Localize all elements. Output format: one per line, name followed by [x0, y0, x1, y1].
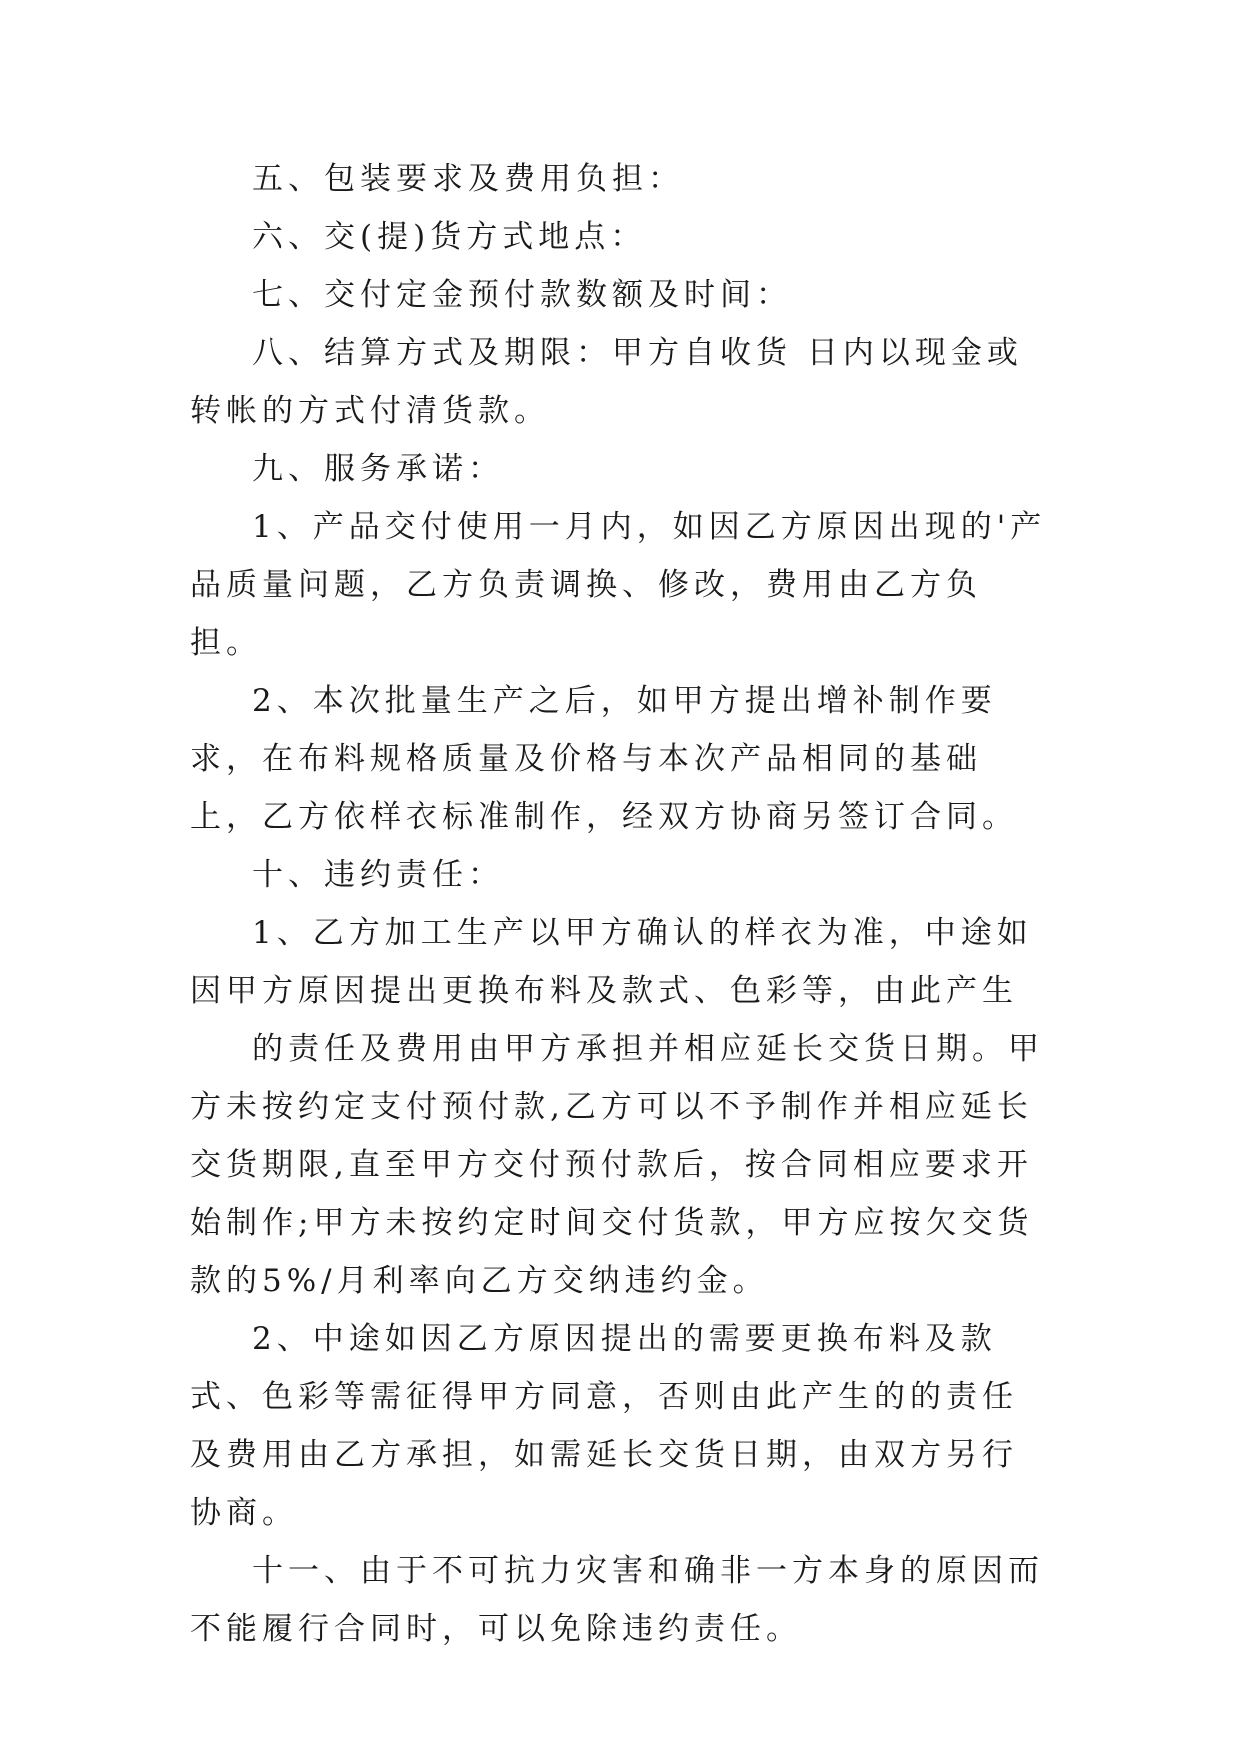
clause-11-force-majeure: 十一、由于不可抗力灾害和确非一方本身的原因而不能履行合同时，可以免除违约责任。 [190, 1553, 1044, 1647]
clause-9-service: 九、服务承诺： [252, 451, 504, 487]
clause-10-item-1-continued: 的责任及费用由甲方承担并相应延长交货日期。甲方未按约定支付预付款,乙方可以不予制作并相应延长交货期限,直至甲方交付预付款后，按合同相应要求开始制作;甲方未按约定时间交付货款，甲方应按欠交货款的5%/月利率向乙方交纳违约金。 [190, 1031, 1044, 1299]
clause-6-delivery: 六、交(提)货方式地点： [252, 219, 647, 255]
clause-10-liability: 十、违约责任： [252, 857, 504, 893]
clause-7-deposit: 七、交付定金预付款数额及时间： [252, 277, 792, 313]
document-body [190, 150, 1050, 1658]
clause-10-item-2: 2、中途如因乙方原因提出的需要更换布料及款式、色彩等需征得甲方同意，否则由此产生的的责任及费用由乙方承担，如需延长交货日期，由双方另行协商。 [190, 1321, 1018, 1531]
clause-5-packaging: 五、包装要求及费用负担： [252, 161, 684, 197]
clause-9-item-2: 2、本次批量生产之后，如甲方提出增补制作要求，在布料规格质量及价格与本次产品相同的基础上，乙方依样衣标准制作，经双方协商另签订合同。 [190, 683, 1018, 835]
clause-10-item-1: 1、乙方加工生产以甲方确认的样衣为准，中途如因甲方原因提出更换布料及款式、色彩等，由此产生 [190, 915, 1033, 1009]
clause-8-settlement: 八、结算方式及期限：甲方自收货 日内以现金或转帐的方式付清货款。 [190, 335, 1023, 429]
clause-9-item-1: 1、产品交付使用一月内，如因乙方原因出现的'产品质量问题，乙方负责调换、修改，费用由乙方负担。 [190, 509, 1047, 661]
